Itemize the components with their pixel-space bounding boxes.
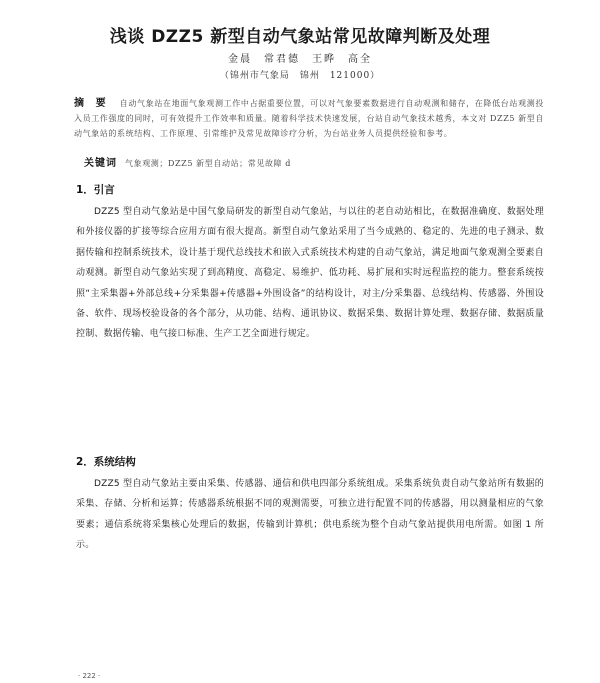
section-body-introduction: DZZ5 型自动气象站是中国气象局研发的新型自动气象站，与以往的老自动站相比，在数据准确度、数据处理和外接仪器的扩接等综合应用方面有很大提高。新型自动气象站采用了当今成熟的、稳定的、先进的电子测录、数据传输和控制系统技术，设计基于现代总线技术和嵌入式系统技术构建的自动气象站，满足地面气象观测全要素自动观测。新型自动气象站实现了到高精度、高稳定、易维护、低功耗、易扩展和实时远程监控的能力。整套系统按照“主采集器+外部总线+分采集器+传感器+外围设备”的结构设计，对主/分采集器、总线结构、传感器、外围设备、软件、现场校验设备的各个部分，从功能、结构、通讯协议、数据采集、数据计算处理、数据存储、数据质量控制、数据传输、电气接口标准、生产工艺全面进行规定。 xyxy=(76,207,544,340)
paper-authors: 金晨 常君德 王晔 高全 xyxy=(228,54,372,65)
abstract-label: 摘 要 xyxy=(74,98,110,109)
keywords-text: 气象观测；DZZ5 新型自动站；常见故障 d xyxy=(125,159,292,168)
paper-affiliation: （锦州市气象局 锦州 121000） xyxy=(219,71,381,81)
keywords-label: 关键词 xyxy=(84,158,117,169)
paper-title: 浅谈 DZZ5 新型自动气象站常见故障判断及处理 xyxy=(109,27,491,47)
page-number: · 222 · xyxy=(78,672,101,680)
keywords-block xyxy=(84,154,544,169)
section-heading-introduction: 1．引言 xyxy=(76,184,115,196)
section-heading-system-structure: 2．系统结构 xyxy=(76,456,136,468)
abstract-block xyxy=(74,96,544,141)
section-body-system-structure: DZZ5 型自动气象站主要由采集、传感器、通信和供电四部分系统组成。采集系统负责自动气象站所有数据的采集、存储、分析和运算；传感器系统根据不同的观测需要，可独立进行配置不同的传感器，用以测量相应的气象要素；通信系统将采集核心处理后的数据，传输到计算机；供电系统为整个自动气象站提供用电所需。如图 1 所示。 xyxy=(76,479,544,551)
abstract-text: 自动气象站在地面气象观测工作中占据重要位置，可以对气象要素数据进行自动观测和储存，在降低台站观测投入员工作强度的同时，可有效提升工作效率和质量。随着科学技术快速发展，台站自动气象技术越秀，本文对 DZZ5 新型自动气象站的系统结构、工作原理、引常维护及常见故障诊疗分析，为台站业务人员提供经验和参考。 xyxy=(74,99,544,138)
